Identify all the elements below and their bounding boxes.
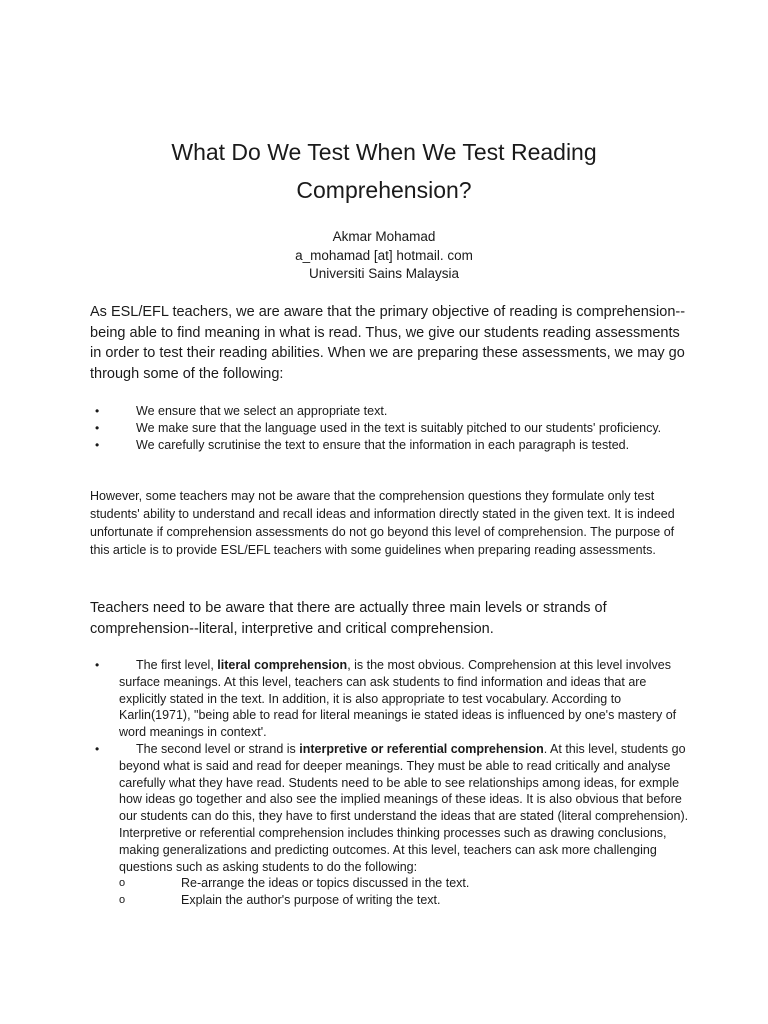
document-title	[0, 133, 768, 209]
circle-bullet-icon: o	[119, 877, 126, 890]
list-item-text: We carefully scrutinise the text to ensure that the information in each paragraph is tested.	[136, 437, 630, 452]
level-term: interpretive or referential comprehension	[299, 741, 544, 756]
level-text-before: The second level or strand is	[136, 741, 300, 756]
bullet-icon: •	[95, 437, 100, 452]
sub-list-item-text: Re-arrange the ideas or topics discussed in the text.	[181, 876, 470, 891]
levels-bullet-list	[90, 657, 690, 909]
list-item	[90, 420, 690, 437]
level-text-before: The first level,	[136, 658, 218, 672]
list-item	[90, 403, 690, 420]
author-affiliation: Universiti Sains Malaysia	[308, 266, 460, 281]
bullet-icon: •	[95, 658, 100, 672]
bullet-icon: •	[95, 741, 100, 756]
list-item	[90, 741, 690, 909]
bullet-icon: •	[95, 404, 100, 418]
title-line-2: Comprehension?	[296, 177, 472, 203]
title-line-1: What Do We Test When We Test Reading	[171, 139, 597, 165]
sub-bullet-list	[119, 875, 690, 909]
circle-bullet-icon: o	[119, 894, 126, 907]
list-item	[90, 437, 690, 454]
author-email: a_mohamad [at] hotmail. com	[295, 247, 473, 263]
bullet-icon: •	[95, 420, 100, 435]
level-text-after: , is the most obvious. Comprehension at this level involves surface meanings. At this level, teachers can ask students to find information and ideas that are explicitly stated in the text. In addition, it is also appropriate to test vocabulary. According to Karlin(1971), "being able to read for literal meanings ie stated ideas is influenced by one's mastery of word meanings in context'.	[119, 658, 677, 740]
sub-list-item	[119, 875, 690, 892]
levels-paragraph: Teachers need to be aware that there are actually three main levels or strands of comprehension--literal, interpretive and critical comprehension.	[90, 600, 607, 637]
however-paragraph: However, some teachers may not be aware that the comprehension questions they formulate only test students' ability to understand and recall ideas and information directly stated in the given text. It is indeed unfortunate if comprehension assessments do not go beyond this level of comprehension. The purpose of this article is to provide ESL/EFL teachers with some guidelines when preparing reading assessments.	[90, 489, 675, 557]
list-item-text: We make sure that the language used in the text is suitably pitched to our students' proficiency.	[136, 420, 662, 435]
preparation-bullet-list	[90, 403, 690, 453]
author-name: Akmar Mohamad	[332, 229, 436, 244]
sub-list-item-text: Explain the author's purpose of writing the text.	[181, 893, 441, 908]
level-text-after: . At this level, students go beyond what is said and read for deeper meanings. They must be able to read critically and analyse carefully what they have read. Students need to be able to see relationships among ideas, for exmple how ideas go together and also see the implied meanings of these ideas. It is also obvious that before our students can do this, they have to first understand the ideas that are stated (literal comprehension). Interpretive or referential comprehension includes thinking processes such as drawing conclusions, making generalizations and predicting outcomes. At this level, teachers can ask more challenging questions such as asking students to do the following:	[119, 741, 689, 874]
sub-list-item	[119, 892, 690, 909]
list-item	[90, 657, 690, 741]
list-item-text: We ensure that we select an appropriate text.	[136, 404, 388, 418]
level-term: literal comprehension	[217, 658, 348, 672]
intro-paragraph: As ESL/EFL teachers, we are aware that the primary objective of reading is comprehension--being able to find meaning in what is read. Thus, we give our students reading assessments in order to test their reading abilities. When we are preparing these assessments, we may go through some of the following:	[90, 304, 686, 382]
author-block	[0, 228, 768, 284]
